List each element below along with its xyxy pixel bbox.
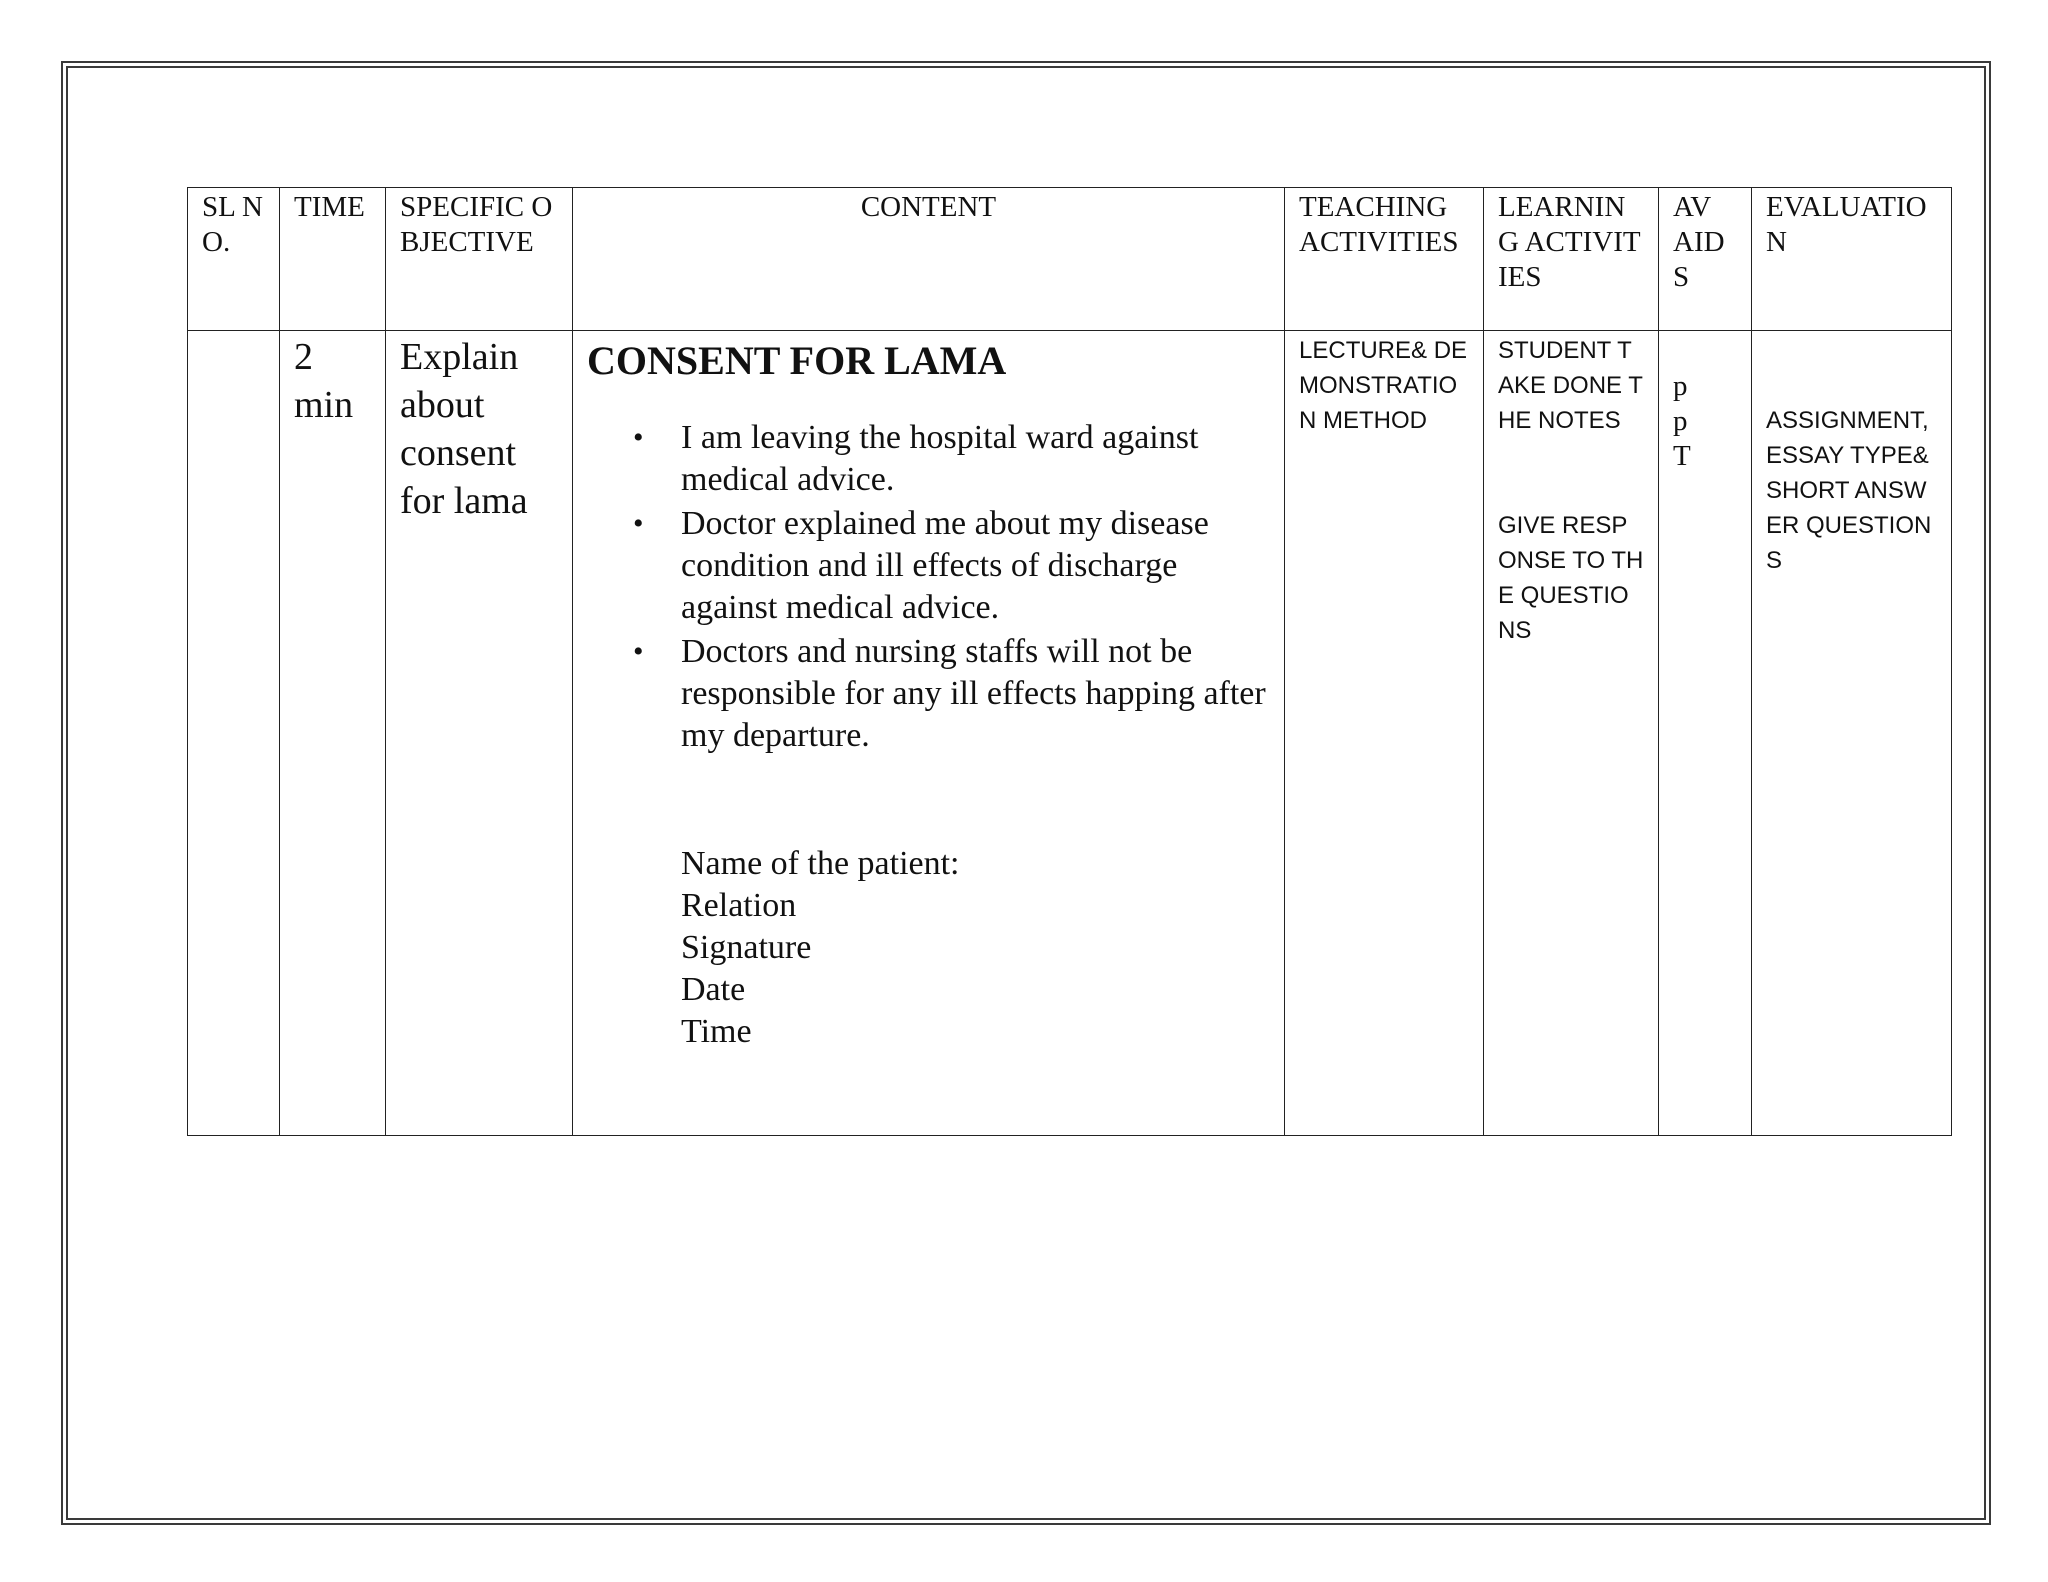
header-teaching-activities: TEACHING ACTIVITIES [1285,188,1484,331]
av-aid-letter: p [1673,370,1688,402]
field-relation: Relation [681,887,797,924]
cell-evaluation: ASSIGNMENT, ESSAY TYPE&SHORT ANSWER QUESTIONS [1752,331,1952,1136]
list-item [633,417,1270,501]
time-value: 2 [294,336,313,378]
cell-objective: Explain about consent for lama [386,331,573,1136]
header-evaluation: EVALUATION [1752,188,1952,331]
point-text: I am leaving the hospital ward against medical advice. [681,419,1199,498]
bullet-icon: • [633,635,644,668]
cell-teaching-activities: LECTURE& DEMONSTRATION METHOD [1285,331,1484,1136]
list-item [633,503,1270,629]
point-text: Doctor explained me about my disease condition and ill effects of discharge against medical advice. [681,505,1209,626]
field-date: Date [681,971,746,1008]
av-aid-letter: p [1673,405,1688,437]
cell-time [280,331,386,1136]
header-row [188,188,1952,331]
spacer [1498,438,1644,508]
cell-learning-activities [1484,331,1659,1136]
header-av-aids: AV AIDS [1659,188,1752,331]
time-unit: min [294,384,354,426]
bullet-icon: • [633,421,644,454]
content-points-list [587,417,1270,757]
header-learning-activities: LEARNING ACTIVITIES [1484,188,1659,331]
point-text: Doctors and nursing staffs will not be responsible for any ill effects happing after my departure. [681,633,1266,754]
field-patient-name: Name of the patient: [681,845,960,882]
content-title: CONSENT FOR LAMA [587,338,1007,383]
consent-fields [587,843,1270,1053]
field-time: Time [681,1013,752,1050]
field-signature: Signature [681,929,812,966]
learning-activity-response: GIVE RESPONSE TO THE QUESTIONS [1498,512,1644,644]
cell-av-aids [1659,331,1752,1136]
header-specific-objective: SPECIFIC OBJECTIVE [386,188,573,331]
cell-content [573,331,1285,1136]
lesson-plan-table [187,187,1952,1136]
av-aid-letter: T [1673,440,1691,472]
cell-sl-no [188,331,280,1136]
header-time: TIME [280,188,386,331]
header-content: CONTENT [573,188,1285,331]
header-sl-no: SL NO. [188,188,280,331]
bullet-icon: • [633,507,644,540]
table-row [188,331,1952,1136]
learning-activity-notes: STUDENT TAKE DONE THE NOTES [1498,337,1643,434]
list-item [633,631,1270,757]
